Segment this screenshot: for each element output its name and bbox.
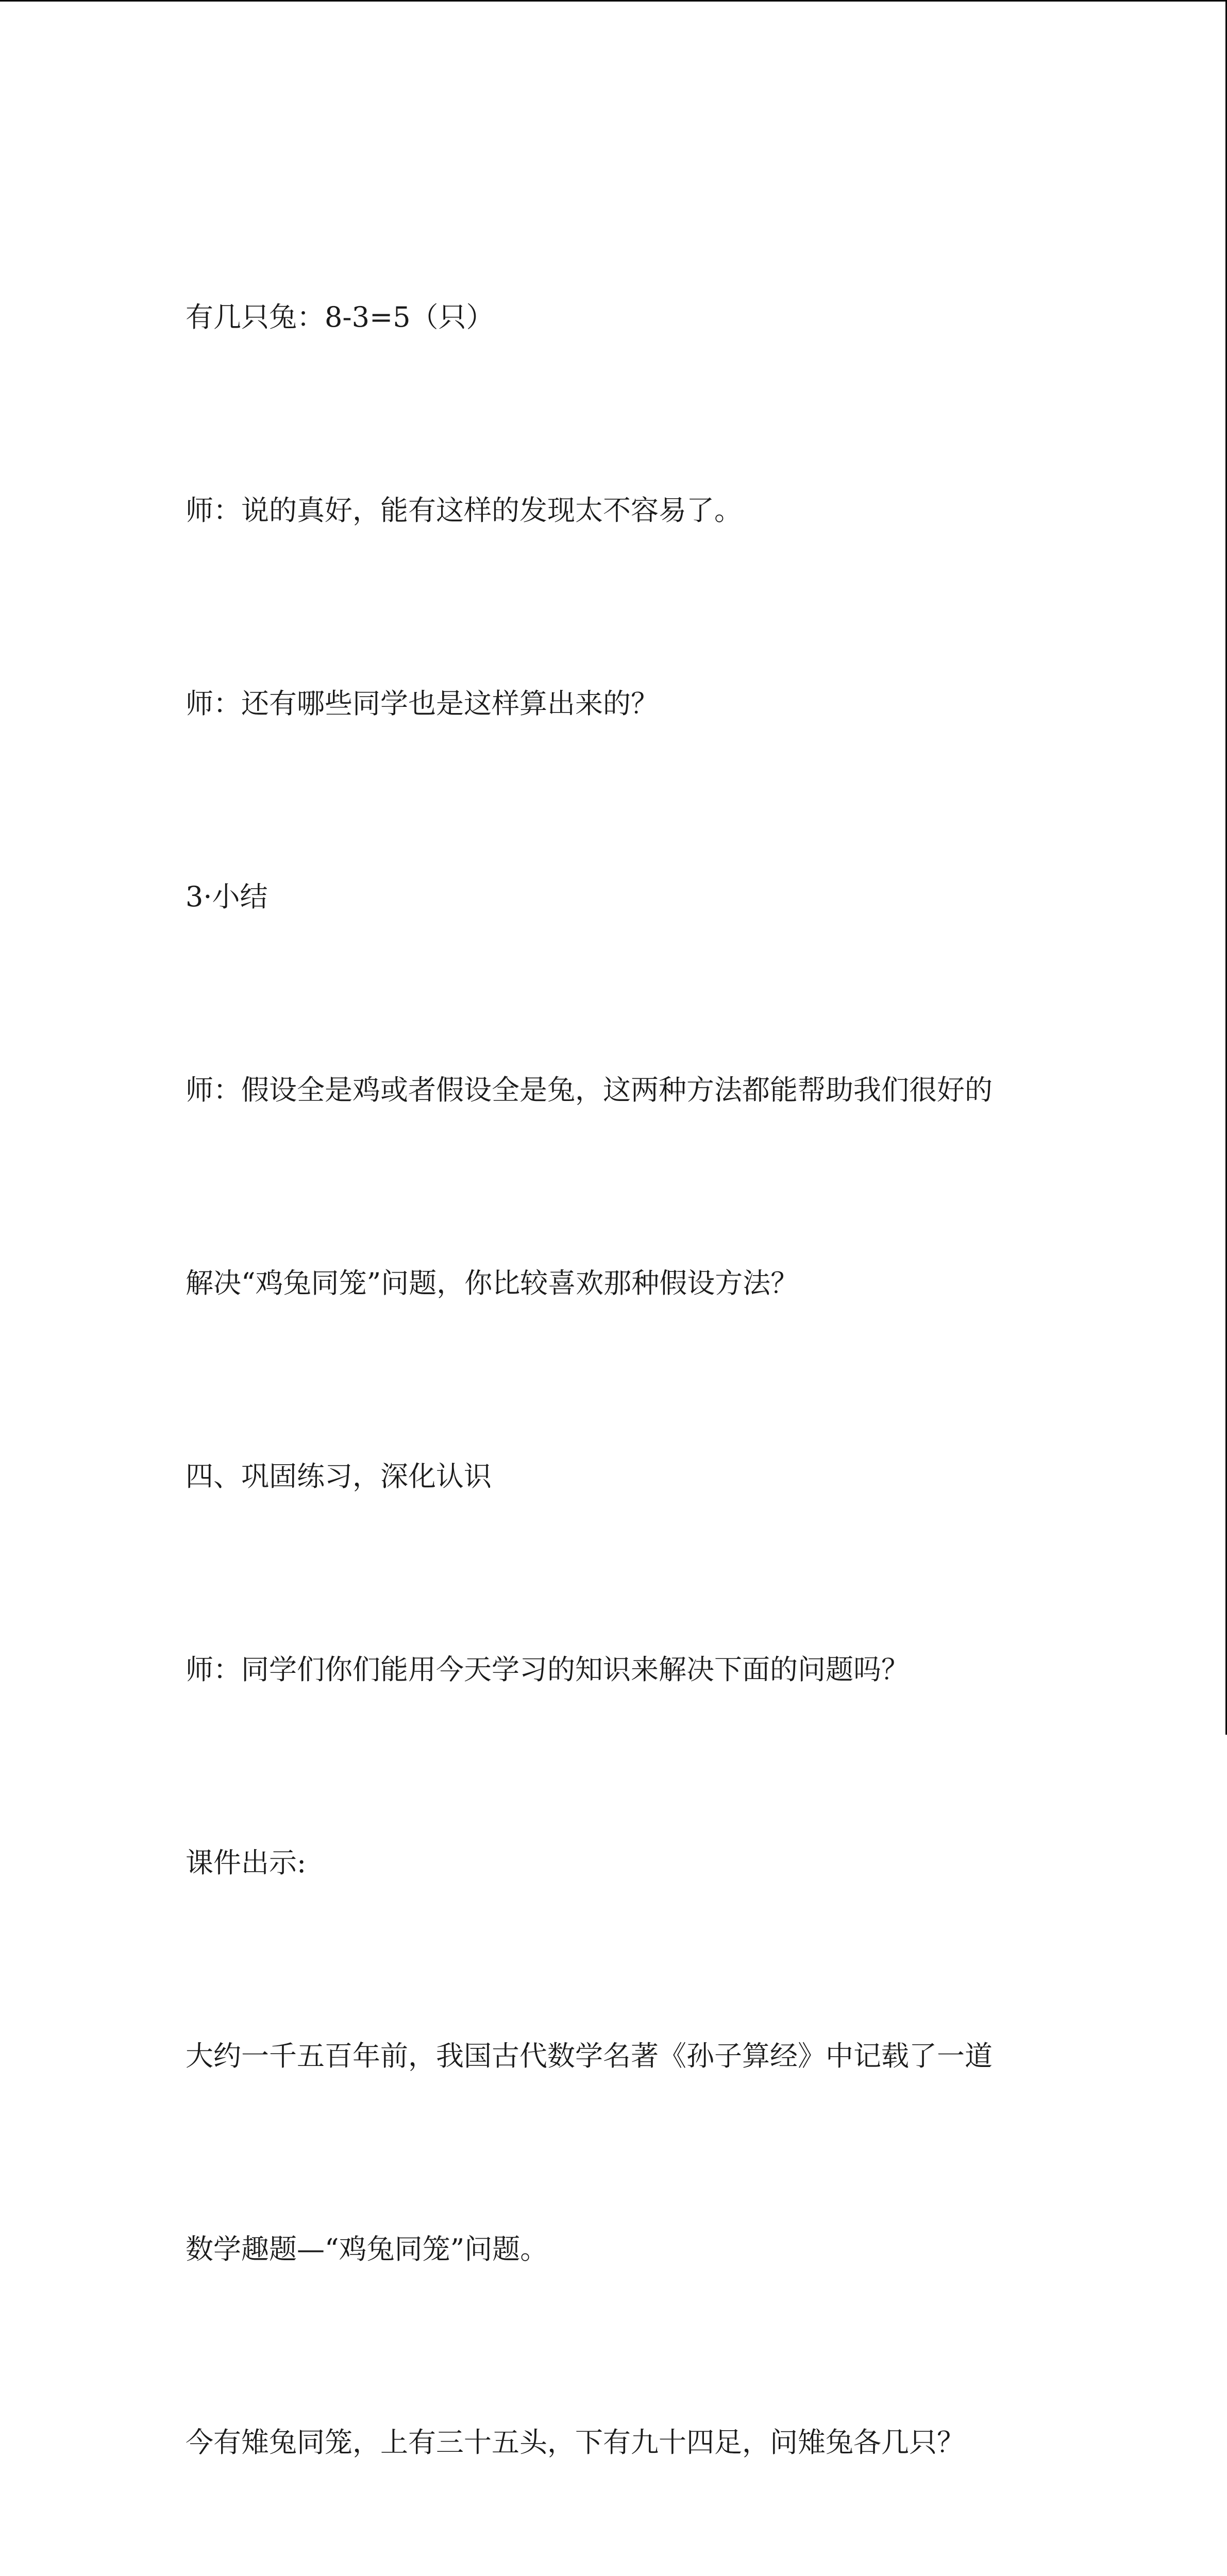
text-line: 有几只兔：8-3=5（只） xyxy=(186,301,494,333)
text-line: 师：同学们你们能用今天学习的知识来解决下面的问题吗？ xyxy=(186,1653,909,1686)
text-line: 大约一千五百年前，我国古代数学名著《孙子算经》中记载了一道 xyxy=(186,2040,993,2072)
text-line: 解决“鸡兔同笼”问题，你比较喜欢那种假设方法？ xyxy=(186,1267,799,1299)
text-line: 师：还有哪些同学也是这样算出来的？ xyxy=(186,687,659,720)
text-line: 师：假设全是鸡或者假设全是兔，这两种方法都能帮助我们很好的 xyxy=(186,1074,993,1106)
document-body xyxy=(186,156,1062,2576)
text-line: 师：说的真好，能有这样的发现太不容易了。 xyxy=(186,494,742,527)
text-line: 今有雉兔同笼，上有三十五头，下有九十四足，问雉兔各几只？ xyxy=(186,2426,965,2459)
text-line: 课件出示: xyxy=(186,1846,307,1879)
text-line: 数学趣题—“鸡兔同笼”问题。 xyxy=(186,2233,548,2265)
section-heading: 3·小结 xyxy=(186,880,268,913)
section-heading: 四、巩固练习，深化认识 xyxy=(186,1460,492,1493)
